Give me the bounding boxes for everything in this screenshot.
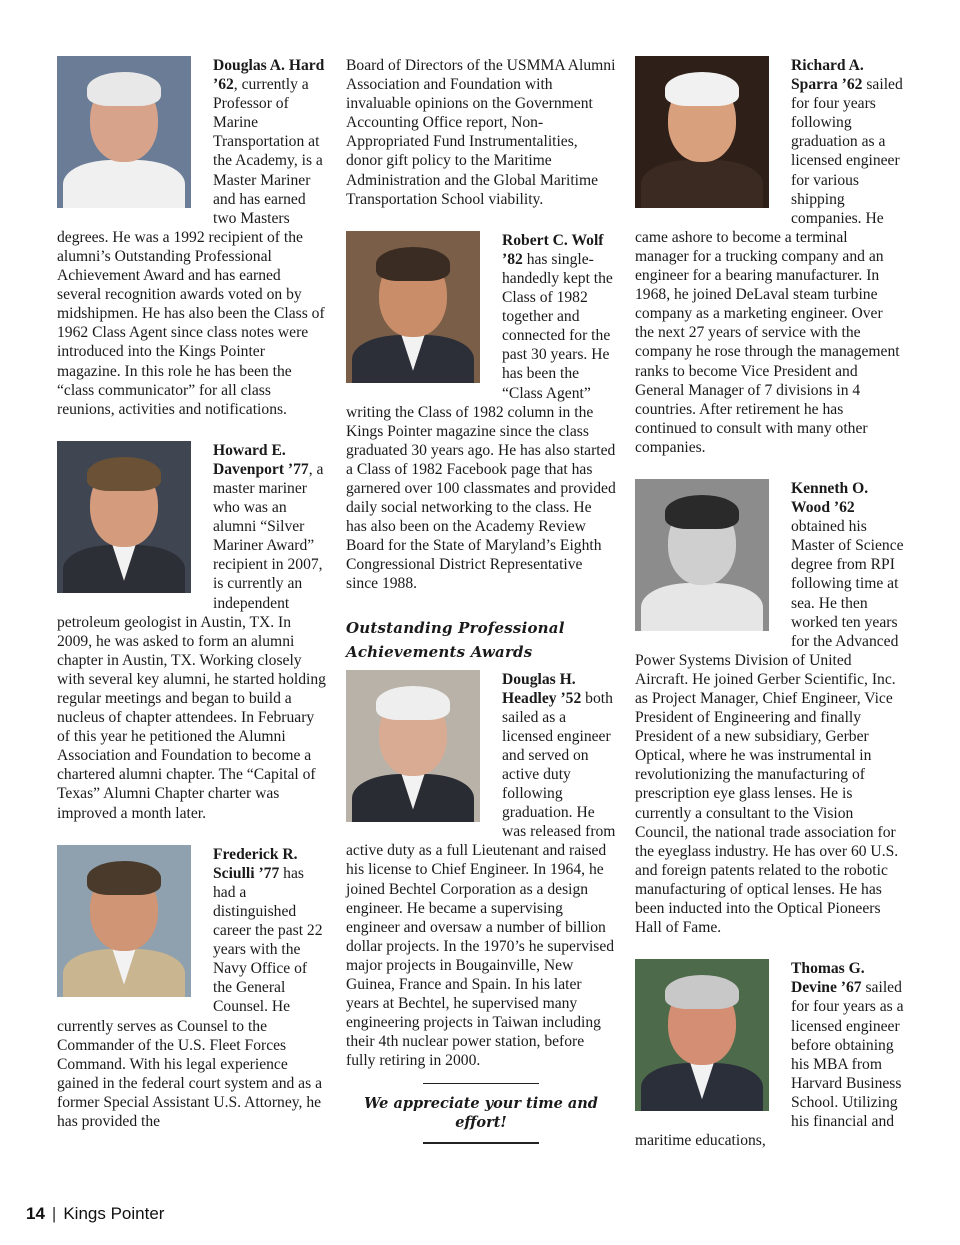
- section-title-line-1: Outstanding Professional: [346, 618, 565, 637]
- section-title: [346, 616, 616, 664]
- photo-howard-davenport: [57, 441, 191, 593]
- bio-richard-sparra: sailed for four years following graduation as a licensed engineer for various shipping companies. He came ashore to become a terminal manager for a trucking company and an engineer for a bearing manufacturer. In 1968, he joined DeLaval steam turbine company as a marketing engineer. Over the next 27 years of service with the company he rose through the management ranks to become Vice President and General Manager of 7 divisions in 4 countries. After retirement he has continued to consult with many other companies.: [635, 76, 903, 456]
- column-2: [346, 56, 616, 1144]
- name-robert-wolf: Robert C. Wolf ’82: [502, 231, 604, 268]
- name-douglas-headley: Douglas H. Headley ’52: [502, 670, 582, 707]
- bio-kenneth-wood: obtained his Master of Science degree from RPI following time at sea. He then worked ten years for the Advanced Power Systems Division of United Aircraft. He joined Gerber Scientific, Inc. as Project Manager, Chief Engineer, Vice President of Engineering and finally President of a new subsidiary, Gerber Optical, where he was instrumental in revolutionizing the manufacturing of prescription eye glass lenses. He is currently a consultant to the Vision Council, the national trade association for the eyeglass industry. He has over 60 U.S. and foreign patents related to the robotic manufacturing of optical lenses. He has been inducted into the Optical Pioneers Hall of Fame.: [635, 518, 904, 937]
- name-douglas-hard: Douglas A. Hard ’62: [213, 57, 325, 94]
- name-thomas-devine: Thomas G. Devine ’67: [791, 960, 865, 997]
- footer-separator: |: [51, 1204, 57, 1223]
- bio-douglas-hard: , currently a Professor of Marine Transportation at the Academy, is a Master Mariner and has earned two Masters degrees. He was a 1992 recipient of the alumni’s Outstanding Professional Achievement Award and has earned several recognition awards voted on by midshipmen. He has also been the Class of 1962 Class Agent since class notes were introduced into the Kings Pointer magazine. In this role he has been the “class communicator” for all class reunions, activities and notifications.: [57, 76, 325, 418]
- photo-richard-sparra: [635, 56, 769, 208]
- name-frederick-sciulli: Frederick R. Sciulli ’77: [213, 845, 298, 882]
- divider-top: [423, 1083, 539, 1085]
- bio-thomas-devine: sailed for four years as a licensed engineer before obtaining his MBA from Harvard Business School. Utilizing his financial and maritime educations,: [635, 979, 904, 1150]
- bio-frederick-sciulli: has had a distinguished career the past 22 years with the Navy Office of the General Counsel. He currently serves as Counsel to the Commander of the U.S. Fleet Forces Command. With his legal experience gained in the federal court system and as a former Special Assistant U.S. Attorney, he has provided the: [57, 864, 323, 1130]
- photo-kenneth-wood: [635, 479, 769, 631]
- thanks-message: We appreciate your time and effort!: [364, 1095, 598, 1132]
- photo-robert-wolf: [346, 231, 480, 383]
- name-kenneth-wood: Kenneth O. Wood ’62: [791, 479, 869, 517]
- bio-howard-davenport: , a master mariner who was an alumni “Silver Mariner Award” recipient in 2007, is currently an independent petroleum geologist in Austin, TX. In 2009, he was asked to form an alumni chapter in Austin, TX. Working closely with several key alumni, he started holding regular meetings and began to build a nucleus of chapter attendees. In February of this year he petitioned the Alumni Association and Foundation to become a chartered alumni chapter. The “Capital of Texas” Alumni Chapter charter was improved a month later.: [57, 460, 326, 822]
- photo-thomas-devine: [635, 959, 769, 1111]
- photo-douglas-hard: [57, 56, 191, 208]
- divider-bottom: [423, 1142, 539, 1144]
- column-3: [635, 56, 905, 1150]
- bio-frederick-sciulli-continued: Board of Directors of the USMMA Alumni Association and Foundation with invaluable opinions on the Government Accounting Office report, Non-Appropriated Fund Instrumentalities, donor gift policy to the Maritime Administration and the Global Maritime Transportation School viability.: [346, 57, 616, 208]
- page-footer: [26, 1204, 164, 1224]
- bio-robert-wolf: has single-handedly kept the Class of 1982 together and connected for the past 30 years. He has been the “Class Agent” writing the Class of 1982 column in the Kings Pointer magazine since the class graduated 30 years ago. He has also started a Class of 1982 Facebook page that has garnered over 100 classmates and provided daily social networking to the class. He has also been on the Academy Review Board for the State of Maryland’s Eighth Congressional District Representative since 1988.: [346, 250, 616, 593]
- photo-frederick-sciulli: [57, 845, 191, 997]
- publication-name: Kings Pointer: [63, 1204, 165, 1223]
- name-richard-sparra: Richard A. Sparra ’62: [791, 57, 864, 94]
- section-title-line-2: Achievements Awards: [346, 642, 533, 661]
- column-1: [57, 56, 327, 1131]
- page-number: 14: [26, 1204, 45, 1223]
- name-howard-davenport: Howard E. Davenport ’77: [213, 441, 309, 478]
- photo-douglas-headley: [346, 670, 480, 822]
- bio-douglas-headley: both sailed as a licensed engineer and served on active duty following graduation. He was released from active duty as a full Lieutenant and raised his license to Chief Engineer. In 1964, he joined Bechtel Corporation as a design engineer. He became a supervising engineer and oversaw a number of billion dollar projects. In the 1970’s he supervised major projects in Bougainville, New Guinea, France and Spain. In his later years at Bechtel, he supervised many engineering projects in Taiwan including their 4th nuclear power station, before fully retiring in 2000.: [346, 689, 616, 1070]
